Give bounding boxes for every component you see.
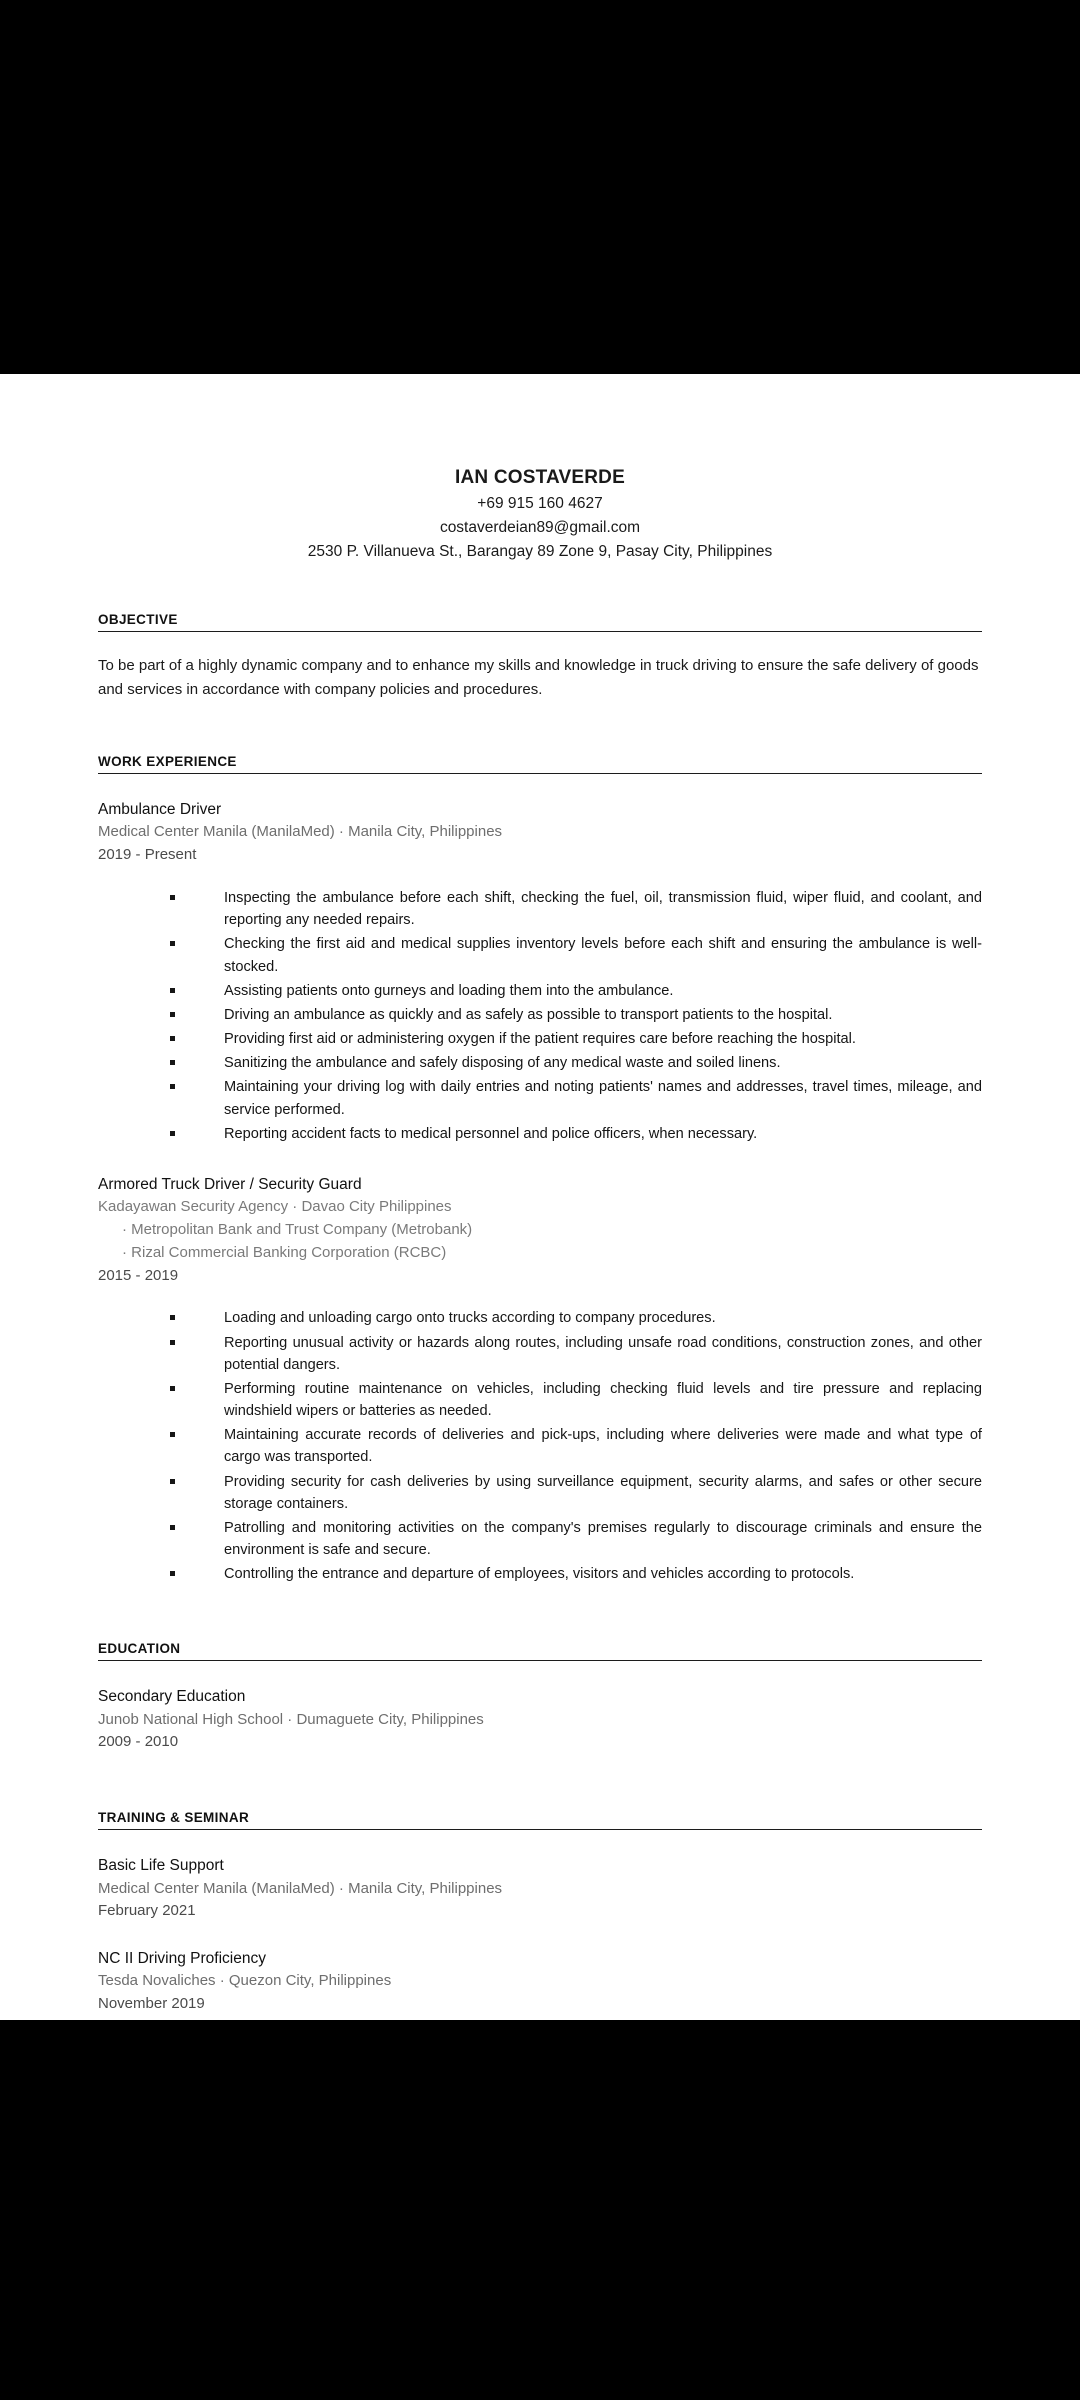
section-training-seminar	[98, 1810, 982, 2016]
work-entry-organization: Medical Center Manila (ManilaMed) · Manila City, Philippines	[98, 823, 503, 841]
resume-content	[0, 374, 1080, 2016]
work-entry	[98, 1173, 982, 1586]
bullet-item: Driving an ambulance as quickly and as safely as possible to transport patients to the hospital.	[170, 1004, 982, 1026]
candidate-email: costaverdeian89@gmail.com	[439, 518, 641, 536]
bullet-item: Checking the first aid and medical supplies inventory levels before each shift and ensuring the ambulance is well-stocked.	[170, 933, 982, 977]
bullet-item: Maintaining your driving log with daily entries and noting patients' names and addresses, travel times, mileage, and service performed.	[170, 1076, 982, 1120]
candidate-phone: +69 915 160 4627	[477, 494, 603, 512]
section-objective	[98, 612, 982, 703]
letterbox-bottom-bar	[0, 2020, 1080, 2400]
candidate-name: IAN COSTAVERDE	[455, 467, 625, 488]
bullet-item: Providing first aid or administering oxygen if the patient requires care before reaching the hospital.	[170, 1028, 982, 1050]
education-entry-title: Secondary Education	[98, 1688, 246, 1706]
education-entry-dates: 2009 - 2010	[98, 1733, 179, 1751]
bullet-item: Inspecting the ambulance before each shift, checking the fuel, oil, transmission fluid, wiper fluid, and coolant, and reporting any needed repairs.	[170, 887, 982, 931]
bullet-item: Maintaining accurate records of deliveries and pick-ups, including where deliveries were made and what type of cargo was transported.	[170, 1424, 982, 1468]
work-entry-client: · Metropolitan Bank and Trust Company (Metrobank)	[122, 1220, 473, 1238]
resume-header	[98, 374, 982, 564]
work-entry-bullet-list	[98, 1307, 982, 1585]
bullet-item: Assisting patients onto gurneys and loading them into the ambulance.	[170, 980, 982, 1002]
work-entry-title: Armored Truck Driver / Security Guard	[98, 1175, 362, 1193]
candidate-address: 2530 P. Villanueva St., Barangay 89 Zone 9, Pasay City, Philippines	[307, 542, 773, 560]
bullet-item: Loading and unloading cargo onto trucks according to company procedures.	[170, 1307, 982, 1329]
work-entry-title: Ambulance Driver	[98, 801, 222, 819]
training-entry-title: NC II Driving Proficiency	[98, 1950, 266, 1968]
education-entry-organization: Junob National High School · Dumaguete City, Philippines	[98, 1710, 484, 1728]
training-entry-dates: November 2019	[98, 1995, 205, 2013]
work-entry-dates: 2019 - Present	[98, 846, 197, 864]
work-entry-dates: 2015 - 2019	[98, 1266, 179, 1284]
training-entry-organization: Medical Center Manila (ManilaMed) · Manila City, Philippines	[98, 1879, 503, 1897]
training-entry-organization: Tesda Novaliches · Quezon City, Philippines	[98, 1972, 392, 1990]
resume-page	[0, 374, 1080, 2020]
section-heading-work-experience: WORK EXPERIENCE	[98, 754, 982, 774]
section-work-experience	[98, 754, 982, 1585]
objective-body: To be part of a highly dynamic company and to enhance my skills and knowledge in truck driving to ensure the safe delivery of goods and services in accordance with company policies and procedures.	[98, 656, 979, 698]
training-entry-title: Basic Life Support	[98, 1857, 224, 1875]
bullet-item: Providing security for cash deliveries by using surveillance equipment, security alarms, and safes or other secure storage containers.	[170, 1471, 982, 1515]
section-heading-objective: OBJECTIVE	[98, 612, 982, 632]
training-entry	[98, 1854, 982, 1923]
bullet-item: Performing routine maintenance on vehicles, including checking fluid levels and tire pressure and replacing windshield wipers or batteries as needed.	[170, 1378, 982, 1422]
work-entry-bullet-list	[98, 887, 982, 1145]
letterbox-top-bar	[0, 0, 1080, 374]
bullet-item: Reporting accident facts to medical personnel and police officers, when necessary.	[170, 1123, 982, 1145]
bullet-item: Controlling the entrance and departure of employees, visitors and vehicles according to protocols.	[170, 1563, 982, 1585]
section-education	[98, 1641, 982, 1754]
work-entry-client: · Rizal Commercial Banking Corporation (RCBC)	[122, 1243, 447, 1261]
section-heading-education: EDUCATION	[98, 1641, 982, 1661]
bullet-item: Patrolling and monitoring activities on the company's premises regularly to discourage criminals and ensure the environment is safe and secure.	[170, 1517, 982, 1561]
training-entry-dates: February 2021	[98, 1902, 196, 1920]
work-entry-organization: Kadayawan Security Agency · Davao City Philippines	[98, 1198, 452, 1216]
education-entry	[98, 1685, 982, 1754]
section-heading-training-seminar: TRAINING & SEMINAR	[98, 1810, 982, 1830]
work-entry	[98, 798, 982, 1145]
bullet-item: Sanitizing the ambulance and safely disposing of any medical waste and soiled linens.	[170, 1052, 982, 1074]
training-entry	[98, 1947, 982, 2016]
bullet-item: Reporting unusual activity or hazards along routes, including unsafe road conditions, construction zones, and other potential dangers.	[170, 1332, 982, 1376]
